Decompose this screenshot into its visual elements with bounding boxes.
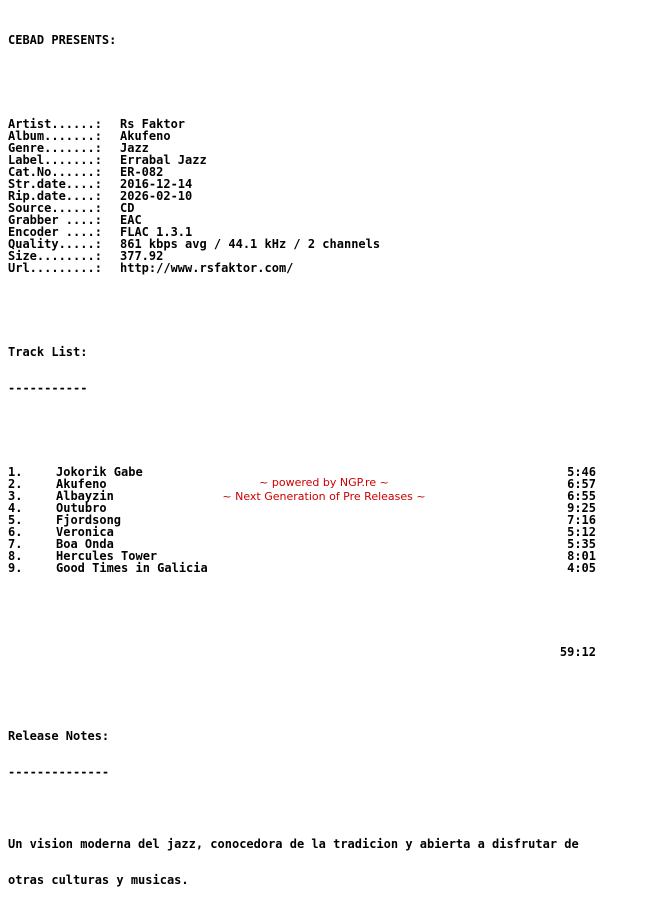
- info-value: Jazz: [120, 141, 149, 155]
- tracklist-underline: -----------: [8, 381, 88, 395]
- info-key: Str.date....:: [8, 177, 102, 191]
- spacer: [8, 802, 596, 814]
- track-title: Albayzin: [56, 489, 114, 503]
- track-duration: 8:01: [567, 549, 596, 563]
- track-title: Veronica: [56, 525, 114, 539]
- release-notes-line: otras culturas y musicas.: [8, 873, 189, 887]
- info-key: Rip.date....:: [8, 189, 102, 203]
- tracklist-heading: Track List:: [8, 345, 88, 359]
- track-duration: 5:12: [567, 525, 596, 539]
- track-row: [8, 550, 596, 562]
- track-title: Fjordsong: [56, 513, 122, 527]
- info-value: 2016-12-14: [120, 177, 193, 191]
- track-duration: 4:05: [567, 561, 596, 575]
- track-row: [8, 562, 596, 574]
- track-number: 9.: [8, 561, 23, 575]
- track-duration: 6:57: [567, 477, 596, 491]
- nfo-document: [8, 10, 596, 898]
- info-key: Cat.No......:: [8, 165, 102, 179]
- info-value: ER-082: [120, 165, 164, 179]
- track-title: Akufeno: [56, 477, 107, 491]
- info-key: Album.......:: [8, 129, 102, 143]
- info-block: [8, 118, 596, 274]
- spacer: [8, 310, 596, 322]
- info-row: [8, 262, 596, 274]
- total-time-row: [8, 646, 596, 658]
- track-row: [8, 538, 596, 550]
- next-generation-footer: ~ Next Generation of Pre Releases ~: [222, 490, 426, 503]
- powered-by-footer: ~ powered by NGP.re ~: [259, 476, 389, 489]
- track-title: Hercules Tower: [56, 549, 158, 563]
- info-value: 2026-02-10: [120, 189, 193, 203]
- track-title: Boa Onda: [56, 537, 114, 551]
- track-title: Outubro: [56, 501, 107, 515]
- info-key: Size........:: [8, 249, 102, 263]
- track-duration: 5:35: [567, 537, 596, 551]
- info-value: FLAC 1.3.1: [120, 225, 193, 239]
- track-duration: 7:16: [567, 513, 596, 527]
- info-value: 377.92: [120, 249, 164, 263]
- info-value: 861 kbps avg / 44.1 kHz / 2 channels: [120, 237, 381, 251]
- info-key: Genre.......:: [8, 141, 102, 155]
- info-value: http://www.rsfaktor.com/: [120, 261, 294, 275]
- spacer: [8, 610, 596, 622]
- presents-header: CEBAD PRESENTS:: [8, 33, 117, 47]
- track-title: Jokorik Gabe: [56, 465, 143, 479]
- info-key: Url.........:: [8, 261, 102, 275]
- info-key: Artist......:: [8, 117, 102, 131]
- track-duration: 5:46: [567, 465, 596, 479]
- info-key: Source......:: [8, 201, 102, 215]
- track-number: 2.: [8, 477, 23, 491]
- info-key: Label.......:: [8, 153, 102, 167]
- track-number: 3.: [8, 489, 23, 503]
- release-notes-heading: Release Notes:: [8, 729, 110, 743]
- release-notes-line: Un vision moderna del jazz, conocedora de la tradicion y abierta a disfrutar de: [8, 837, 579, 851]
- info-value: EAC: [120, 213, 142, 227]
- info-key: Encoder ....:: [8, 225, 102, 239]
- spacer: [8, 418, 596, 430]
- track-duration: 9:25: [567, 501, 596, 515]
- track-number: 7.: [8, 537, 23, 551]
- release-notes-underline: --------------: [8, 765, 110, 779]
- track-number: 6.: [8, 525, 23, 539]
- track-duration: 6:55: [567, 489, 596, 503]
- track-number: 5.: [8, 513, 23, 527]
- track-title: Good Times in Galicia: [56, 561, 208, 575]
- info-key: Quality.....:: [8, 237, 102, 251]
- total-spacer: [8, 646, 548, 658]
- info-value: CD: [120, 201, 135, 215]
- info-key: Grabber ....:: [8, 213, 102, 227]
- spacer: [8, 682, 596, 694]
- track-number: 4.: [8, 501, 23, 515]
- total-time: 59:12: [559, 645, 596, 659]
- info-value: Rs Faktor: [120, 117, 186, 131]
- spacer: [8, 70, 596, 82]
- track-number: 8.: [8, 549, 23, 563]
- info-value: Errabal Jazz: [120, 153, 207, 167]
- track-number: 1.: [8, 465, 23, 479]
- info-value: Akufeno: [120, 129, 171, 143]
